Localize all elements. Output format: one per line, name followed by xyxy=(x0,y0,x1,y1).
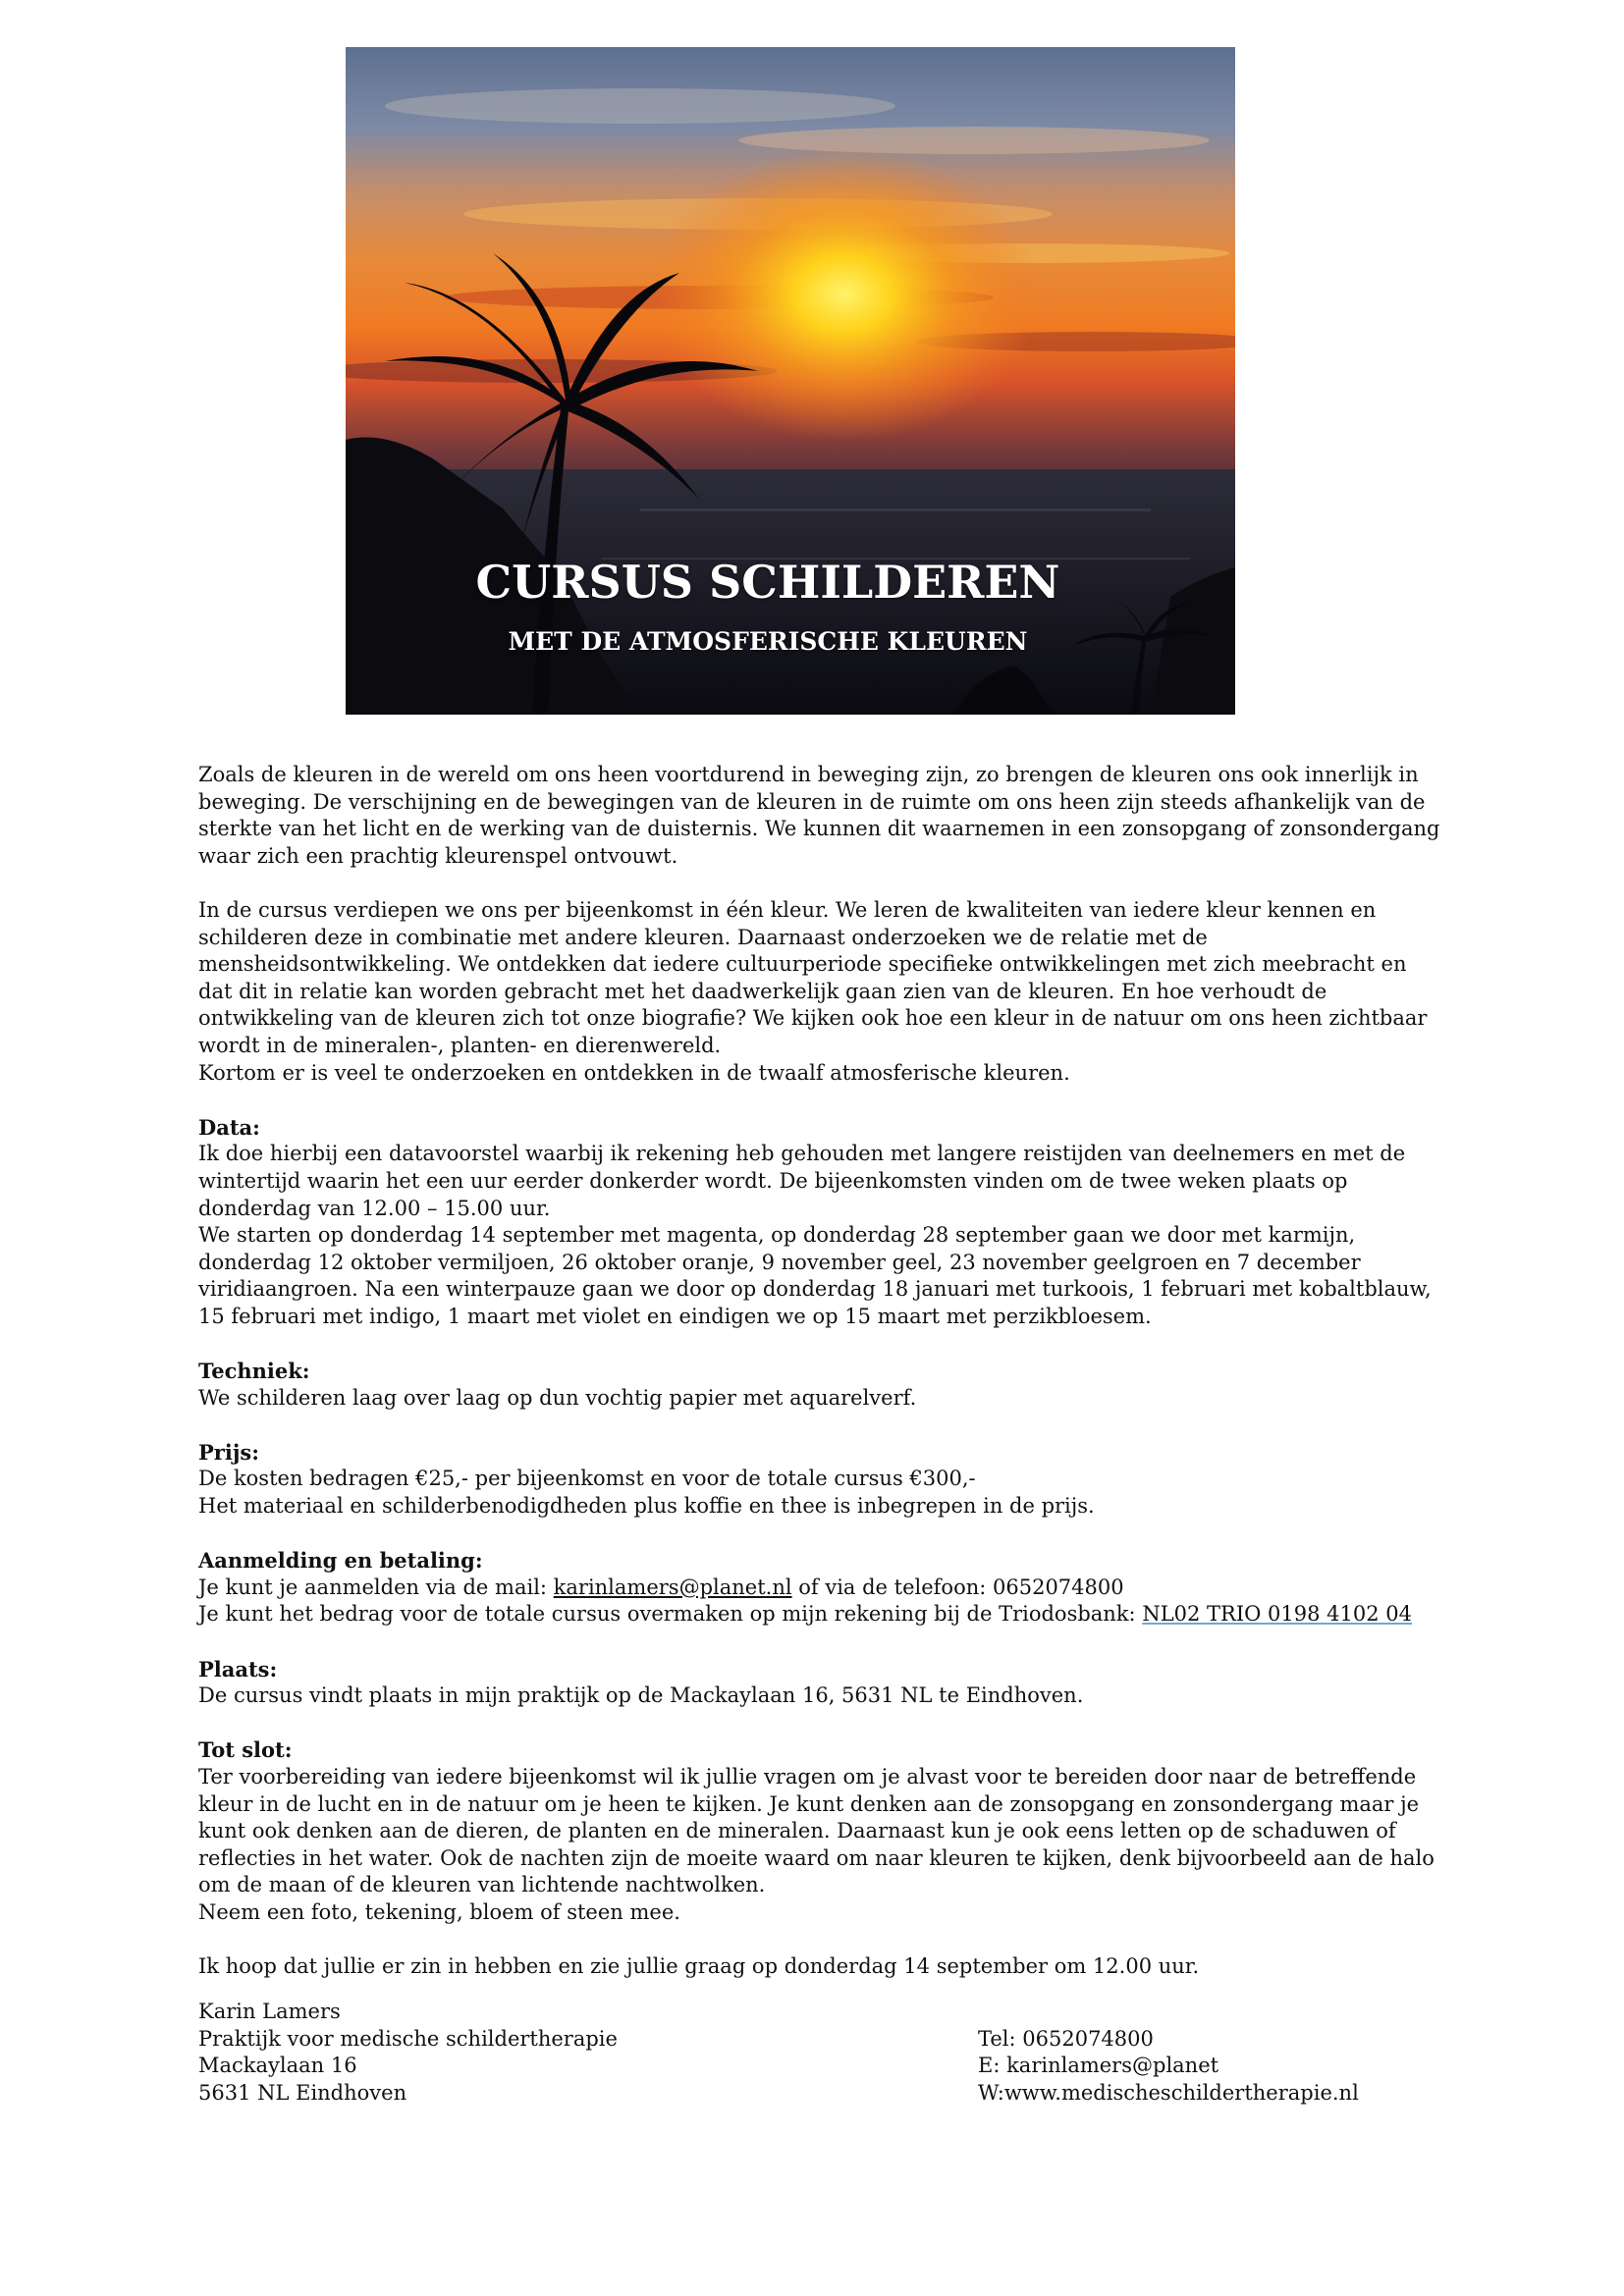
data-heading: Data: xyxy=(198,1114,260,1140)
footer-practice: Praktijk voor medische schildertherapie xyxy=(198,2026,618,2051)
data-paragraph-1: Ik doe hierbij een datavoorstel waarbij ik rekening heb gehouden met langere reistijden van deelnemers en met de wintertijd waarin het een uur eerder donkerder wordt. De bijeenkomsten vinden om de twee weken plaats op donderdag van 12.00 – 15.00 uur. xyxy=(198,1142,1406,1220)
intro-paragraph-2: In de cursus verdiepen we ons per bijeenkomst in één kleur. We leren de kwaliteiten van iedere kleur kennen en schilderen deze in combinatie met andere kleuren. Daarnaast onderzoeken we de relatie met de mensheidsontwikkeling. We ontdekken dat iedere cultuurperiode specifieke ontwikkelingen met zich meebracht en dat dit in relatie kan worden gebracht met het daadwerkelijk gaan zien van de kleuren. En hoe verhoudt de ontwikkeling van de kleuren zich tot onze biografie? We kijken ook hoe een kleur in de natuur om ons heen zichtbaar wordt in de mineralen-, planten- en dierenwereld. xyxy=(198,897,1428,1057)
footer-tel: Tel: 0652074800 xyxy=(978,2026,1154,2051)
iban-link[interactable]: NL02 TRIO 0198 4102 04 xyxy=(1142,1602,1412,1627)
aanmelding-line-1 xyxy=(198,1575,1445,1602)
intro-paragraph-3: Kortom er is veel te onderzoeken en ontdekken in de twaalf atmosferische kleuren. xyxy=(198,1060,1070,1085)
plaats-heading: Plaats: xyxy=(198,1656,278,1682)
hero-image xyxy=(346,47,1235,715)
footer-street: Mackaylaan 16 xyxy=(198,2054,357,2078)
sunset-photo xyxy=(346,47,1235,715)
aanmelding-line-2 xyxy=(198,1601,1445,1629)
plaats-text: De cursus vindt plaats in mijn praktijk op de Mackaylaan 16, 5631 NL te Eindhoven. xyxy=(198,1683,1084,1708)
footer-email: E: karinlamers@planet xyxy=(978,2054,1219,2078)
footer-web: W:www.medischeschildertherapie.nl xyxy=(978,2080,1359,2105)
footer-city: 5631 NL Eindhoven xyxy=(198,2080,407,2105)
totslot-paragraph-1: Ter voorbereiding van iedere bijeenkomst wil ik jullie vragen om je alvast voor te bereiden door naar de betreffende kleur in de lucht en in de natuur om je heen te kijken. Je kunt denken aan de zonsopgang en zonsondergang maar je kunt ook denken aan de dieren, de planten en de mineralen. Daarnaast kun je ook eens letten op de schaduwen of reflecties in het water. Ook de nachten zijn de moeite waard om naar kleuren te kijken, denk bijvoorbeeld aan de halo om de maan of de kleuren van lichtende nachtwolken. xyxy=(198,1764,1435,1897)
techniek-text: We schilderen laag over laag op dun vochtig papier met aquarelverf. xyxy=(198,1385,917,1410)
aanmelding-heading: Aanmelding en betaling: xyxy=(198,1548,483,1574)
intro-paragraph-1: Zoals de kleuren in de wereld om ons heen voortdurend in beweging zijn, zo brengen de kleuren ons ook innerlijk in beweging. De verschijning en de bewegingen van de kleuren in de ruimte om ons heen zijn steeds afhankelijk van de sterkte van het licht en de werking van de duisternis. We kunnen dit waarnemen in een zonsopgang of zonsondergang waar zich een prachtig kleurenspel ontvouwt. xyxy=(198,763,1440,868)
totslot-paragraph-2: Neem een foto, tekening, bloem of steen mee. xyxy=(198,1899,680,1924)
techniek-heading: Techniek: xyxy=(198,1359,310,1384)
footer-name: Karin Lamers xyxy=(198,2000,341,2023)
email-link[interactable]: karinlamers@planet.nl xyxy=(553,1575,792,1599)
prijs-line-1: De kosten bedragen €25,- per bijeenkomst en voor de totale cursus €300,- xyxy=(198,1467,976,1491)
aanmelding-line-2-pre: Je kunt het bedrag voor de totale cursus overmaken op mijn rekening bij de Triodosbank: xyxy=(198,1602,1143,1627)
hero-title: CURSUS SCHILDEREN xyxy=(475,556,1060,609)
hero-subtitle: MET DE ATMOSFERISCHE KLEUREN xyxy=(508,627,1028,656)
aanmelding-line-1-pre: Je kunt je aanmelden via de mail: xyxy=(198,1575,554,1599)
totslot-heading: Tot slot: xyxy=(198,1737,293,1763)
data-paragraph-2: We starten op donderdag 14 september met magenta, op donderdag 28 september gaan we door met karmijn, donderdag 12 oktober vermiljoen, 26 oktober oranje, 9 november geel, 23 november geelgroen en 7 december viridiaangroen. Na een winterpauze gaan we door op donderdag 18 januari met turkoois, 1 februari met kobaltblauw, 15 februari met indigo, 1 maart met violet en eindigen we op 15 maart met perzikbloesem. xyxy=(198,1223,1432,1328)
contact-footer xyxy=(198,1999,1445,2107)
prijs-line-2: Het materiaal en schilderbenodigdheden plus koffie en thee is inbegrepen in de prijs. xyxy=(198,1494,1095,1519)
closing-text: Ik hoop dat jullie er zin in hebben en zie jullie graag op donderdag 14 september om 12.00 uur. xyxy=(198,1954,1200,1979)
prijs-heading: Prijs: xyxy=(198,1439,260,1465)
aanmelding-line-1-post: of via de telefoon: 0652074800 xyxy=(791,1575,1124,1599)
document-body xyxy=(198,762,1445,1981)
